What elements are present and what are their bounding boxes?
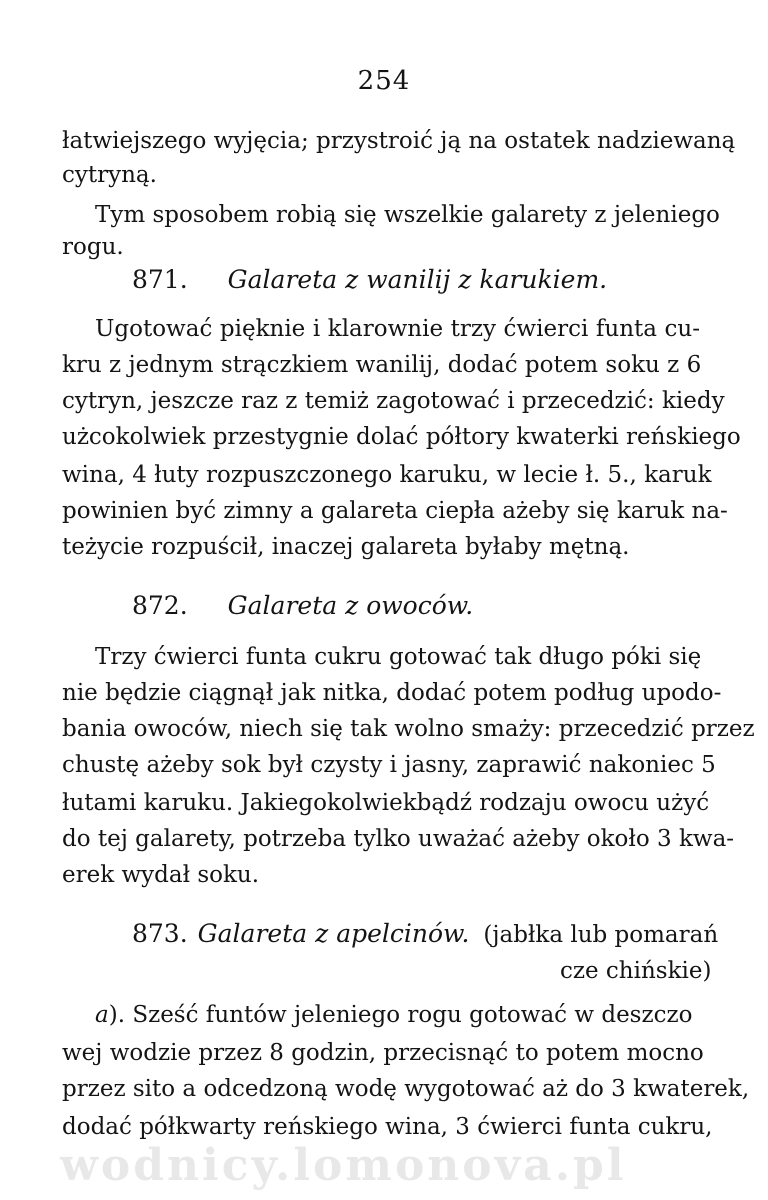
text-line: nie będzie ciągnął jak nitka, dodać potem podług upodo- [62,680,722,706]
text-line: Tym sposobem robią się wszelkie galarety z jeleniego [95,202,720,228]
text-line: dodać półkwarty reńskiego wina, 3 ćwierci funta cukru, [62,1114,713,1140]
watermark: wodnicy.lomonova.pl [60,1140,627,1191]
recipe-heading-873 [132,918,718,951]
recipe-subtitle: (jabłka lub pomarań [483,922,719,948]
recipe-heading-872 [132,590,473,622]
text-line: kru z jednym strączkiem wanilij, dodać potem soku z 6 [62,352,702,378]
text-line: Ugotować pięknie i klarownie trzy ćwierci funta cu- [95,316,700,342]
text-line: do tej galarety, potrzeba tylko uważać ażeby około 3 kwa- [62,826,735,852]
recipe-number: 871. [132,265,188,294]
text-line: powinien być zimny a galareta ciepła ażeby się karuk na- [62,498,728,524]
text-line: łutami karuku. Jakiegokolwiekbądź rodzaju owocu użyć [62,790,710,816]
recipe-number: 873. [132,919,188,948]
text-line: Trzy ćwierci funta cukru gotować tak długo póki się [95,644,702,670]
recipe-title: Galareta z owoców. [227,591,474,620]
text-line: cytryn, jeszcze raz z temiż zagotować i przecedzić: kiedy [62,388,725,414]
text-line: przez sito a odcedzoną wodę wygotować aż do 3 kwaterek, [62,1076,750,1102]
text-line: wej wodzie przez 8 godzin, przecisnąć to potem mocno [62,1040,704,1066]
text-line: cze chińskie) [560,958,712,984]
page-number: 254 [357,66,411,96]
recipe-heading-871 [132,264,607,296]
text-line: łatwiejszego wyjęcia; przystroić ją na ostatek nadziewaną [62,128,736,154]
text-line: wina, 4 łuty rozpuszczonego karuku, w lecie ł. 5., karuk [62,462,712,488]
text-line: użcokolwiek przestygnie dolać półtory kwaterki reńskiego [62,424,741,450]
text-line: a). Sześć funtów jeleniego rogu gotować w deszczo [95,1002,693,1028]
text-fragment: . Sześć funtów jeleniego rogu gotować w deszczo [117,1002,693,1028]
recipe-title: Galareta z wanilij z karukiem. [227,265,608,294]
text-line: bania owoców, niech się tak wolno smaży: przecedzić przez [62,716,755,742]
text-line: chustę ażeby sok był czysty i jasny, zaprawić nakoniec 5 [62,752,716,778]
text-line: rogu. [62,234,124,260]
subsection-letter: a [95,1002,109,1028]
recipe-title: Galareta z apelcinów. [197,919,470,948]
text-line: erek wydał soku. [62,862,260,888]
text-line: cytryną. [62,162,157,188]
text-line: teżycie rozpuścił, inaczej galareta byłaby mętną. [62,534,630,560]
recipe-number: 872. [132,591,188,620]
